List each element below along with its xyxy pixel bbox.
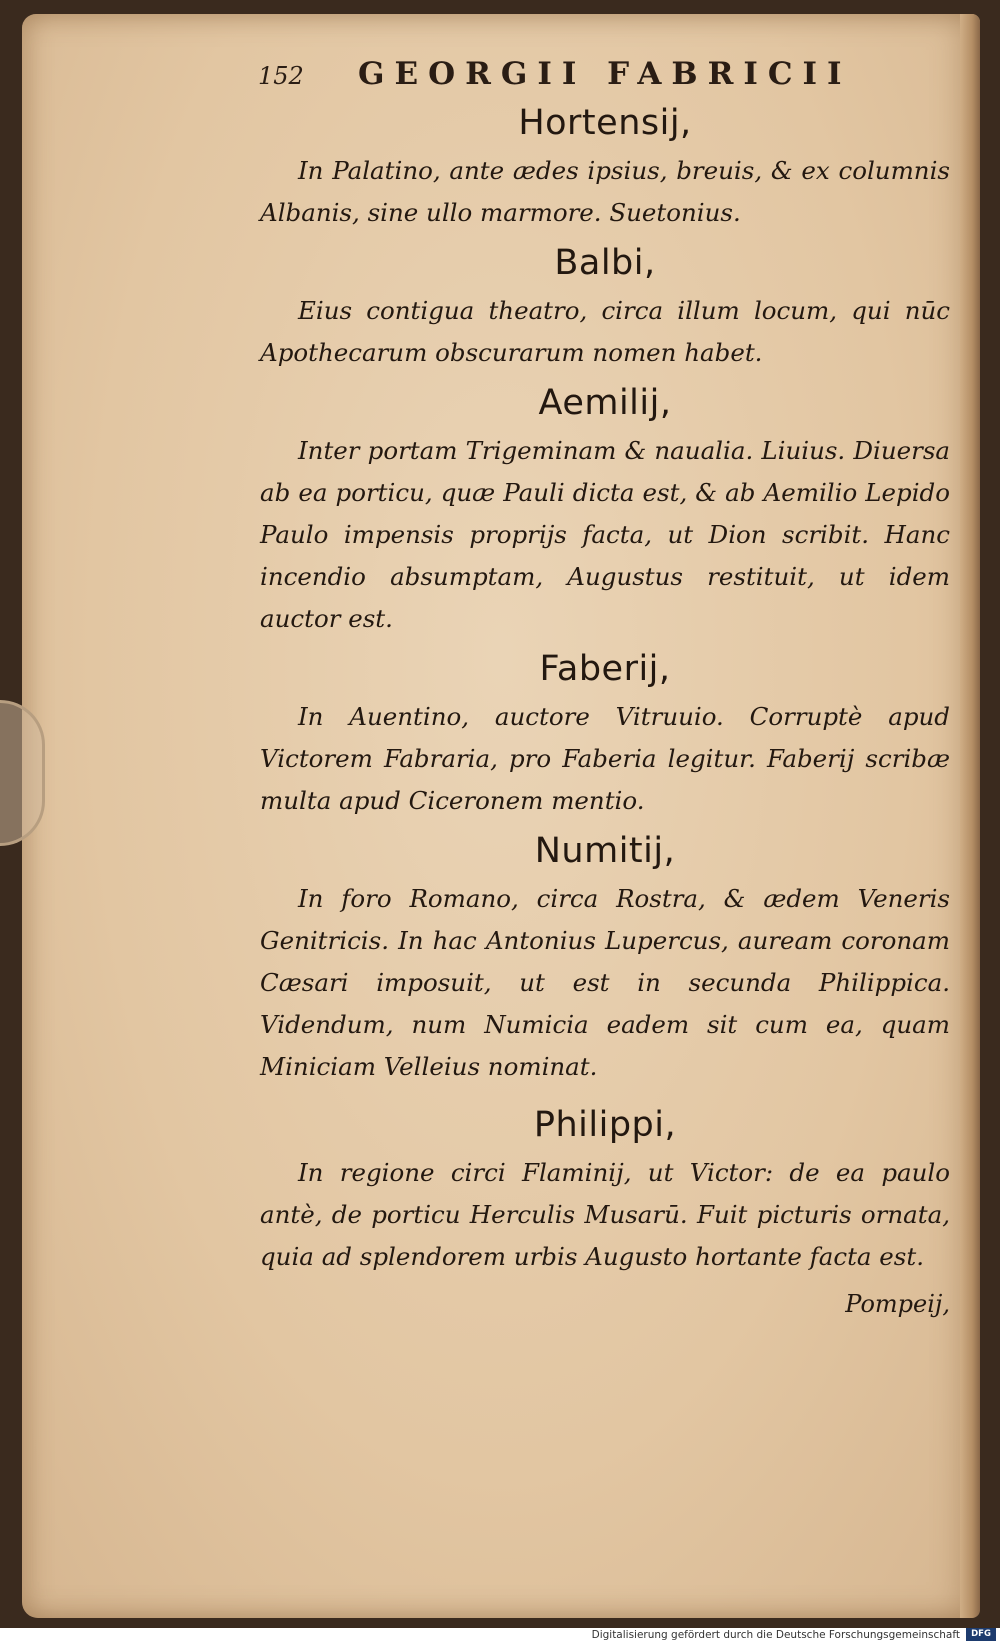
section-hortensij [260,100,950,234]
section-text: In regione circi Flaminij, ut Victor: de ea paulo antè, de porticu Herculis Musarū. Fuit picturis ornata, quia ad splendorem urbis Augusto hortante facta est. [260,1158,950,1271]
section-heading: Aemilij, [538,383,672,423]
running-head: GEORGII FABRICII [358,56,852,92]
section-heading: Hortensij, [518,103,692,143]
page-header [258,56,898,100]
section-text: In foro Romano, circa Rostra, & ædem Veneris Genitricis. In hac Antonius Lupercus, auream coronam Cæsari imposuit, ut est in secunda Philippica. Videndum, num Numicia eadem sit cum ea, quam Miniciam Velleius nominat. [260,884,950,1081]
section-heading: Numitij, [534,831,676,871]
section-text: In Palatino, ante ædes ipsius, breuis, & ex columnis Albanis, sine ullo marmore. Suetonius. [260,156,950,227]
page-number: 152 [258,62,304,90]
section-heading: Faberij, [539,649,671,689]
clasp-shadow [0,700,45,846]
dfg-logo: DFG [966,1628,996,1641]
catchword: Pompeij, [845,1290,950,1318]
section-heading: Philippi, [533,1105,677,1145]
footer-bar [0,1628,1000,1643]
section-text: Inter portam Trigeminam & naualia. Liuius. Diuersa ab ea porticu, quæ Pauli dicta est, & ab Aemilio Lepido Paulo impensis proprijs facta, ut Dion scribit. Hanc incendio absumptam, Augustus restituit, ut idem auctor est. [260,436,950,633]
section-text: Eius contigua theatro, circa illum locum, qui nūc Apothecarum obscurarum nomen habet. [260,296,950,367]
section-faberij [260,646,950,822]
section-aemilij [260,380,950,640]
section-numitij [260,828,950,1088]
footer-credit: Digitalisierung gefördert durch die Deutsche Forschungsgemeinschaft [591,1629,960,1641]
section-text: In Auentino, auctore Vitruuio. Corruptè apud Victorem Fabraria, pro Faberia legitur. Faberij scribæ multa apud Ciceronem mentio. [260,702,950,815]
page-edge [960,14,980,1618]
section-heading: Balbi, [554,243,656,283]
section-balbi [260,240,950,374]
text-block [260,100,950,1324]
section-philippi [260,1102,950,1278]
